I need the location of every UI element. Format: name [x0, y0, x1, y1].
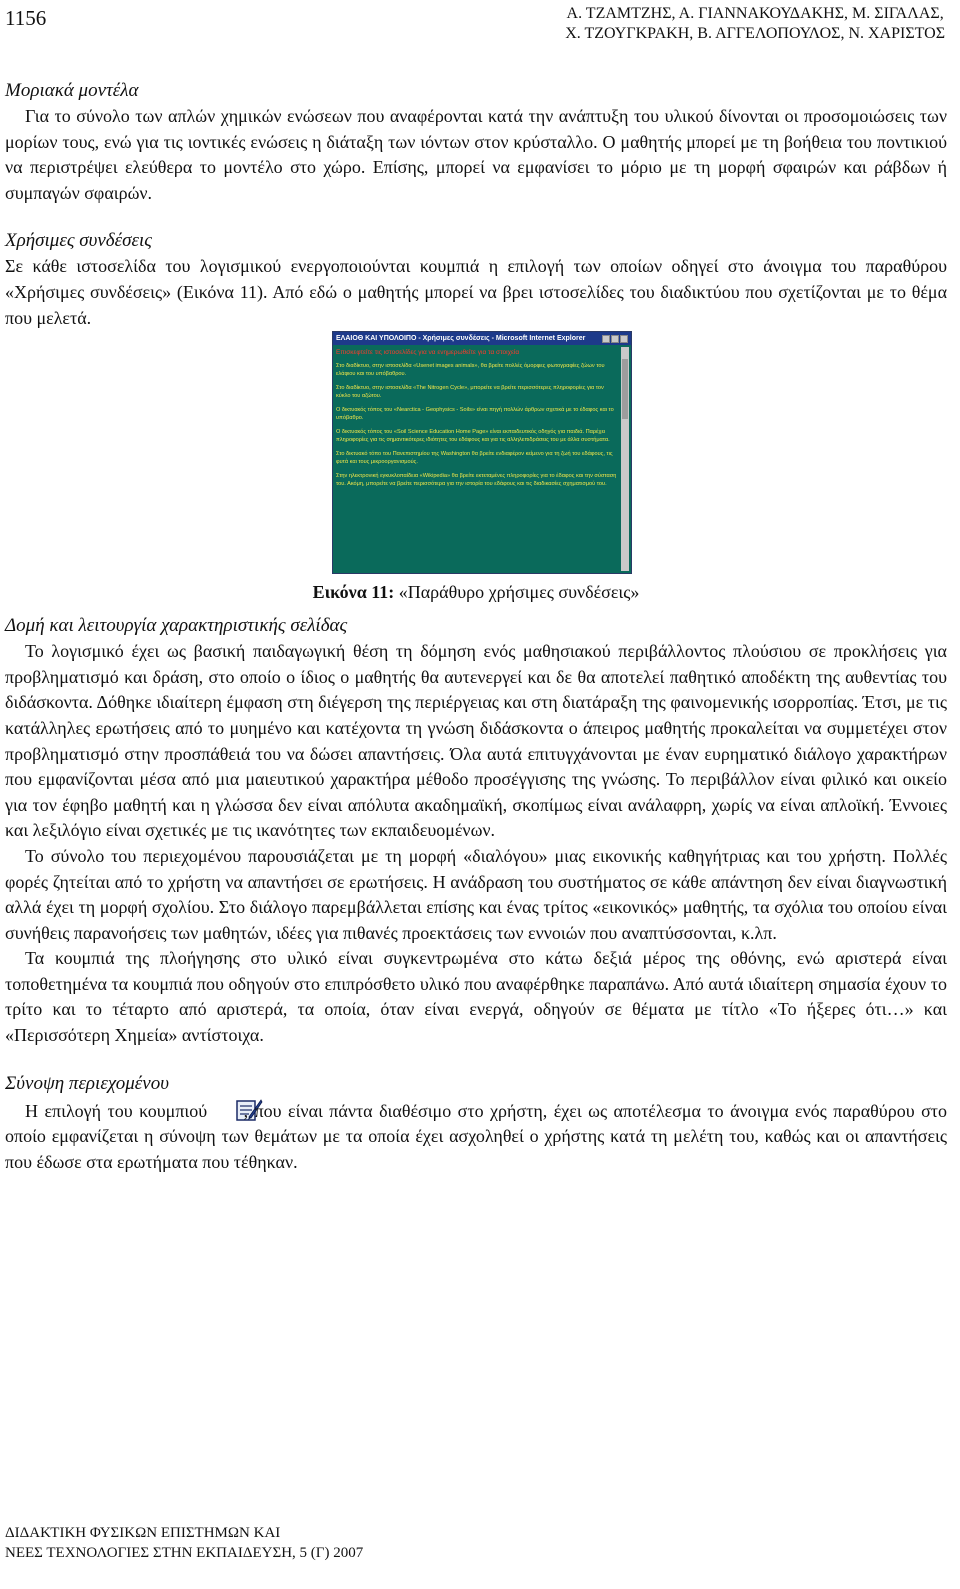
paragraph-structure-1: Το λογισμικό έχει ως βασική παιδαγωγική θέση τη δόμηση ενός μαθησιακού περιβάλλοντος πλούσιου σε προκλήσεις για προβληματισμό και δράση, στο οποίο ο ίδιος ο μαθητής θα αυτενεργεί και δε θα αποτελεί παθητικό αποδέκτη της αυθεντίας του διδάσκοντα. Δόθηκε ιδιαίτερη έμφαση στη διέγερση της περιέργειας και στη διατάραξη της φαινομενικής ισορροπίας. Έτσι, με τις κατάλληλες ερωτήσεις από το μυημένο και κατέχοντα τη γνώση διδάσκοντα ο άπειρος μαθητής προκαλείται να συμμετέχει στον προβληματισμό στην προσπάθειά του να δώσει απαντήσεις. Όλα αυτά επιτυγχάνονται με έναν ευρηματικό διάλογο χαρακτήρων που εμφανίζονται μέσα από μια μαιευτικού χαρακτήρα μέθοδο προσέγγισης της γνώσης. Το περιβάλλον είναι φιλικό και οικείο για τον έφηβο μαθητή και η γλώσσα δεν είναι απόλυτα ακαδημαϊκή, σκοπίμως είναι ανάλαφρη, χωρίς να είναι απλοϊκή. Έννοιες και λεξιλόγιο είναι σχετικές με τις ικανότητες των εκπαιδευομένων.	[5, 641, 947, 841]
running-head-authors	[565, 4, 945, 44]
section-heading-summary: Σύνοψη περιεχομένου	[5, 1072, 169, 1094]
figure-link-item: Ο δικτυακός τόπος του «Soil Science Education Home Page» είναι εκπαιδευτικός οδηγός για παιδιά. Παρέχει πληροφορίες για τις σημαντικότερες ιδιότητες του εδάφους και για τις αλληλεπιδράσεις του με άλλα συστήματα.	[336, 429, 610, 444]
section-heading-structure: Δομή και λειτουργία χαρακτηριστικής σελίδας	[5, 615, 348, 637]
figure-caption-text: «Παράθυρο χρήσιμες συνδέσεις»	[394, 582, 640, 603]
figure-heading: Επισκεφτείτε τις ιστοσελίδες για να ενημερωθείτε για τα στοιχεία	[336, 349, 520, 357]
figure-link-item: Στο δικτυακό τόπο του Πανεπιστημίου της Washington θα βρείτε ενδιαφέρον κείμενο για τη ζωή του εδάφους, τις φυτά και τους μικροοργανισμούς.	[336, 451, 613, 466]
figure-caption	[5, 579, 947, 605]
page-number: 1156	[5, 6, 47, 30]
figure-content	[336, 348, 619, 570]
close-icon	[620, 335, 628, 343]
summary-notepad-icon	[215, 1097, 243, 1121]
minimize-icon	[602, 335, 610, 343]
paragraph-structure-2: Το σύνολο του περιεχομένου παρουσιάζεται με τη μορφή «διαλόγου» μιας εικονικής καθηγήτριας και του χρήστη. Πολλές φορές ζητείται από το χρήστη να απαντήσει σε ερωτήσεις. Η ανάδραση του συστήματος σε κάθε απάντηση δεν είναι διαγνωστική αλλά έχει τη μορφή σχολίου. Στο διάλογο παρεμβάλλεται επίσης και ένας τρίτος «εικονικός» μαθητής, τα σχόλια του οποίου είναι συνήθεις παρανοήσεις των μαθητών, ιδέες για πιθανές προεκτάσεις των εννοιών που αναπτύσσονται, κ.λπ.	[5, 845, 947, 943]
section-heading-links: Χρήσιμες συνδέσεις	[5, 230, 152, 252]
window-buttons	[602, 335, 628, 343]
summary-text-after: , που είναι πάντα διαθέσιμο στο χρήστη, έχει ως αποτέλεσμα το άνοιγμα ενός παραθύρου στο οποίο εμφανίζεται η σύνοψη των θεμάτων με τα οποία έχει ασχοληθεί ο χρήστης κατά τη μελέτη του, καθώς και οι απαντήσεις που έδωσε στα ερωτήματα που τέθηκαν.	[5, 1100, 948, 1172]
maximize-icon	[611, 335, 619, 343]
summary-text-before: Η επιλογή του κουμπιού	[25, 1100, 214, 1121]
figure-link-item: Ο δικτυακός τόπος του «Nearctica - Geophysics - Soils» είναι πηγή πολλών άρθρων σχετικά με το έδαφος και το υπόβαθρο.	[336, 407, 614, 422]
paragraph-summary	[5, 1097, 947, 1176]
figure-useful-links-window	[332, 331, 632, 574]
figure-title-bar	[333, 332, 631, 345]
figure-scrollbar	[621, 347, 629, 571]
figure-scroll-thumb	[622, 359, 628, 419]
article-body	[5, 78, 947, 1175]
authors-line-1: Α. ΤΖΑΜΤΖΗΣ, Α. ΓΙΑΝΝΑΚΟΥΔΑΚΗΣ, Μ. ΣΙΓΑΛΑΣ,	[566, 5, 944, 22]
figure-caption-label: Εικόνα 11:	[312, 582, 395, 603]
paragraph-models: Για το σύνολο των απλών χημικών ενώσεων που αναφέρονται κατά την ανάπτυξη του υλικού δίνονται οι προσομοιώσεις των μορίων τους, ενώ για τις ιοντικές ενώσεις η διάταξη των ιόντων στον κρύσταλλο. Ο μαθητής μπορεί με τη βοήθεια του ποντικιού να περιστρέψει ελεύθερα το μοντέλο στο χώρο. Επίσης, μπορεί να εμφανίσει το μόριο με τη μορφή σφαιρών και ράβδων ή συμπαγών σφαιρών.	[5, 106, 947, 203]
authors-line-2: Χ. ΤΖΟΥΓΚΡΑΚΗ, Β. ΑΓΓΕΛΟΠΟΥΛΟΣ, Ν. ΧΑΡΙΣΤΟΣ	[565, 25, 945, 42]
section-heading-models: Μοριακά μοντέλα	[5, 80, 139, 101]
paragraph-structure-3: Τα κουμπιά της πλοήγησης στο υλικό είναι συγκεντρωμένα στο κάτω δεξιά μέρος της οθόνης, ενώ αριστερά είναι τοποθετημένα τα κουμπιά που οδηγούν στο επιπρόσθετο υλικό που αναφέρθηκε παραπάνω. Από αυτά ιδιαίτερη σημασία έχουν το τρίτο και το τέταρτο από αριστερά, τα οποία, όταν είναι ενεργά, οδηγούν σε θέματα με τίτλο «Το ήξερες ότι…» και «Περισσότερη Χημεία» αντίστοιχα.	[5, 948, 947, 1046]
figure-link-item: Στο διαδίκτυο, στην ιστοσελίδα «Usenet images animals», θα βρείτε πολλές όμορφες φωτογραφίες ζώων του ελάφιου και του υπόβαθρου.	[336, 363, 605, 378]
page-header	[5, 4, 955, 44]
paragraph-links: Σε κάθε ιστοσελίδα του λογισμικού ενεργοποιούνται κουμπιά η επιλογή των οποίων οδηγεί στο άνοιγμα του παραθύρου «Χρήσιμες συνδέσεις» (Εικόνα 11). Από εδώ ο μαθητής μπορεί να βρει ιστοσελίδες του διαδικτύου που σχετίζονται με το θέμα που μελετά.	[5, 256, 947, 328]
page-footer	[5, 1523, 363, 1563]
figure-link-item: Στο διαδίκτυο, στην ιστοσελίδα «The Nitrogen Cycle», μπορείτε να βρείτε περισσότερες πληροφορίες για τον κύκλο του αζώτου.	[336, 385, 604, 400]
footer-line-2: ΝΕΕΣ ΤΕΧΝΟΛΟΓΙΕΣ ΣΤΗΝ ΕΚΠΑΙΔΕΥΣΗ, 5 (Γ) 2007	[5, 1545, 364, 1561]
figure-window-title: ΕΛΑΙΟΘ ΚΑΙ ΥΠΟΛΟΙΠΟ - Χρήσιμες συνδέσεις - Microsoft Internet Explorer	[336, 334, 586, 342]
footer-line-1: ΔΙΔΑΚΤΙΚΗ ΦΥΣΙΚΩΝ ΕΠΙΣΤΗΜΩΝ ΚΑΙ	[5, 1525, 281, 1541]
figure-link-item: Στην ηλεκτρονική εγκυκλοπαίδεια «Wikipedia» θα βρείτε εκτεταμένες πληροφορίες για το έδαφος και την σύσταση του. Ακόμη, μπορείτε να βρείτε περισσότερα για την ιστορία του εδάφους και τις διαδικασίες σχηματισμού του.	[336, 473, 617, 488]
